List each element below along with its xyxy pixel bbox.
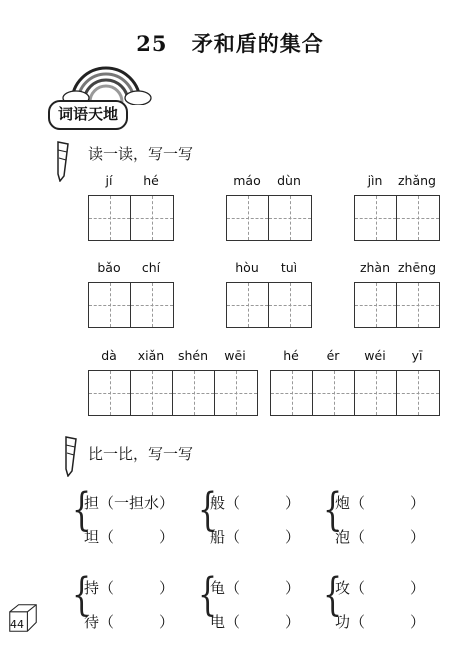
compare-item[interactable]: 功（ ） [335, 613, 426, 631]
writing-cell[interactable] [227, 196, 269, 240]
compare-item[interactable]: 担（一担水） [84, 494, 175, 512]
writing-grid [88, 282, 174, 328]
compare-item[interactable]: 船（ ） [210, 528, 301, 546]
compare-item[interactable]: 炮（ ） [335, 494, 426, 512]
section-compare-write-label: 比一比，写一写 [88, 445, 194, 463]
writing-cell[interactable] [271, 371, 313, 415]
writing-cell[interactable] [89, 283, 131, 327]
pinyin-label: jìn [367, 173, 383, 188]
compare-item[interactable]: 龟（ ） [210, 579, 301, 597]
writing-cell[interactable] [131, 371, 173, 415]
pinyin-label: wēi [224, 348, 246, 363]
brace-icon: { [72, 484, 92, 537]
writing-cell[interactable] [313, 371, 355, 415]
writing-cell[interactable] [89, 371, 131, 415]
pinyin-label: hòu [235, 260, 259, 275]
writing-cell[interactable] [269, 283, 311, 327]
writing-cell[interactable] [355, 371, 397, 415]
pinyin-label: zhǎng [397, 173, 436, 188]
pinyin-label: wéi [364, 348, 386, 363]
section-read-write-label: 读一读，写一写 [88, 145, 194, 163]
pinyin-label: zhàn [359, 260, 391, 275]
pinyin-label: ér [326, 348, 340, 363]
pinyin-label: bǎo [97, 260, 121, 275]
writing-cell[interactable] [89, 196, 131, 240]
brace-icon: { [198, 569, 218, 622]
writing-grid [354, 195, 440, 241]
brace-icon: { [72, 569, 92, 622]
writing-cell[interactable] [397, 196, 439, 240]
compare-item[interactable]: 待（ ） [84, 613, 175, 631]
rainbow-icon [62, 60, 152, 105]
pinyin-label: dà [101, 348, 117, 363]
writing-cell[interactable] [131, 283, 173, 327]
writing-cell[interactable] [355, 196, 397, 240]
writing-cell[interactable] [215, 371, 257, 415]
writing-cell[interactable] [355, 283, 397, 327]
pinyin-label: chí [141, 260, 161, 275]
compare-item[interactable]: 泡（ ） [335, 528, 426, 546]
writing-grid [270, 370, 440, 416]
compare-item[interactable]: 电（ ） [210, 613, 301, 631]
pinyin-label: hé [143, 173, 159, 188]
page-title [0, 28, 460, 58]
pinyin-label: máo [233, 173, 261, 188]
section-badge: 词语天地 [48, 100, 128, 130]
pinyin-label: jí [105, 173, 113, 188]
compare-item[interactable]: 般（ ） [210, 494, 301, 512]
pen-icon [60, 435, 82, 477]
pinyin-label: dùn [277, 173, 301, 188]
compare-item[interactable]: 攻（ ） [335, 579, 426, 597]
writing-grid [354, 282, 440, 328]
writing-cell[interactable] [173, 371, 215, 415]
writing-grid [226, 195, 312, 241]
writing-cell[interactable] [397, 283, 439, 327]
pinyin-label: hé [283, 348, 299, 363]
compare-item[interactable]: 坦（ ） [84, 528, 175, 546]
pinyin-label: xiǎn [137, 348, 165, 363]
pinyin-label: shén [177, 348, 209, 363]
pinyin-label: tuì [280, 260, 298, 275]
writing-grid [226, 282, 312, 328]
lesson-number: 25 [136, 31, 168, 56]
lesson-title: 矛和盾的集合 [191, 31, 324, 56]
page-number: 44 [10, 618, 24, 631]
writing-grid [88, 195, 174, 241]
compare-item[interactable]: 持（ ） [84, 579, 175, 597]
brace-icon: { [198, 484, 218, 537]
pen-icon [52, 140, 74, 182]
writing-cell[interactable] [269, 196, 311, 240]
pinyin-label: zhēng [397, 260, 437, 275]
brace-icon: { [323, 484, 343, 537]
writing-cell[interactable] [397, 371, 439, 415]
writing-grid [88, 370, 258, 416]
writing-cell[interactable] [227, 283, 269, 327]
pinyin-label: yī [411, 348, 423, 363]
writing-cell[interactable] [131, 196, 173, 240]
brace-icon: { [323, 569, 343, 622]
